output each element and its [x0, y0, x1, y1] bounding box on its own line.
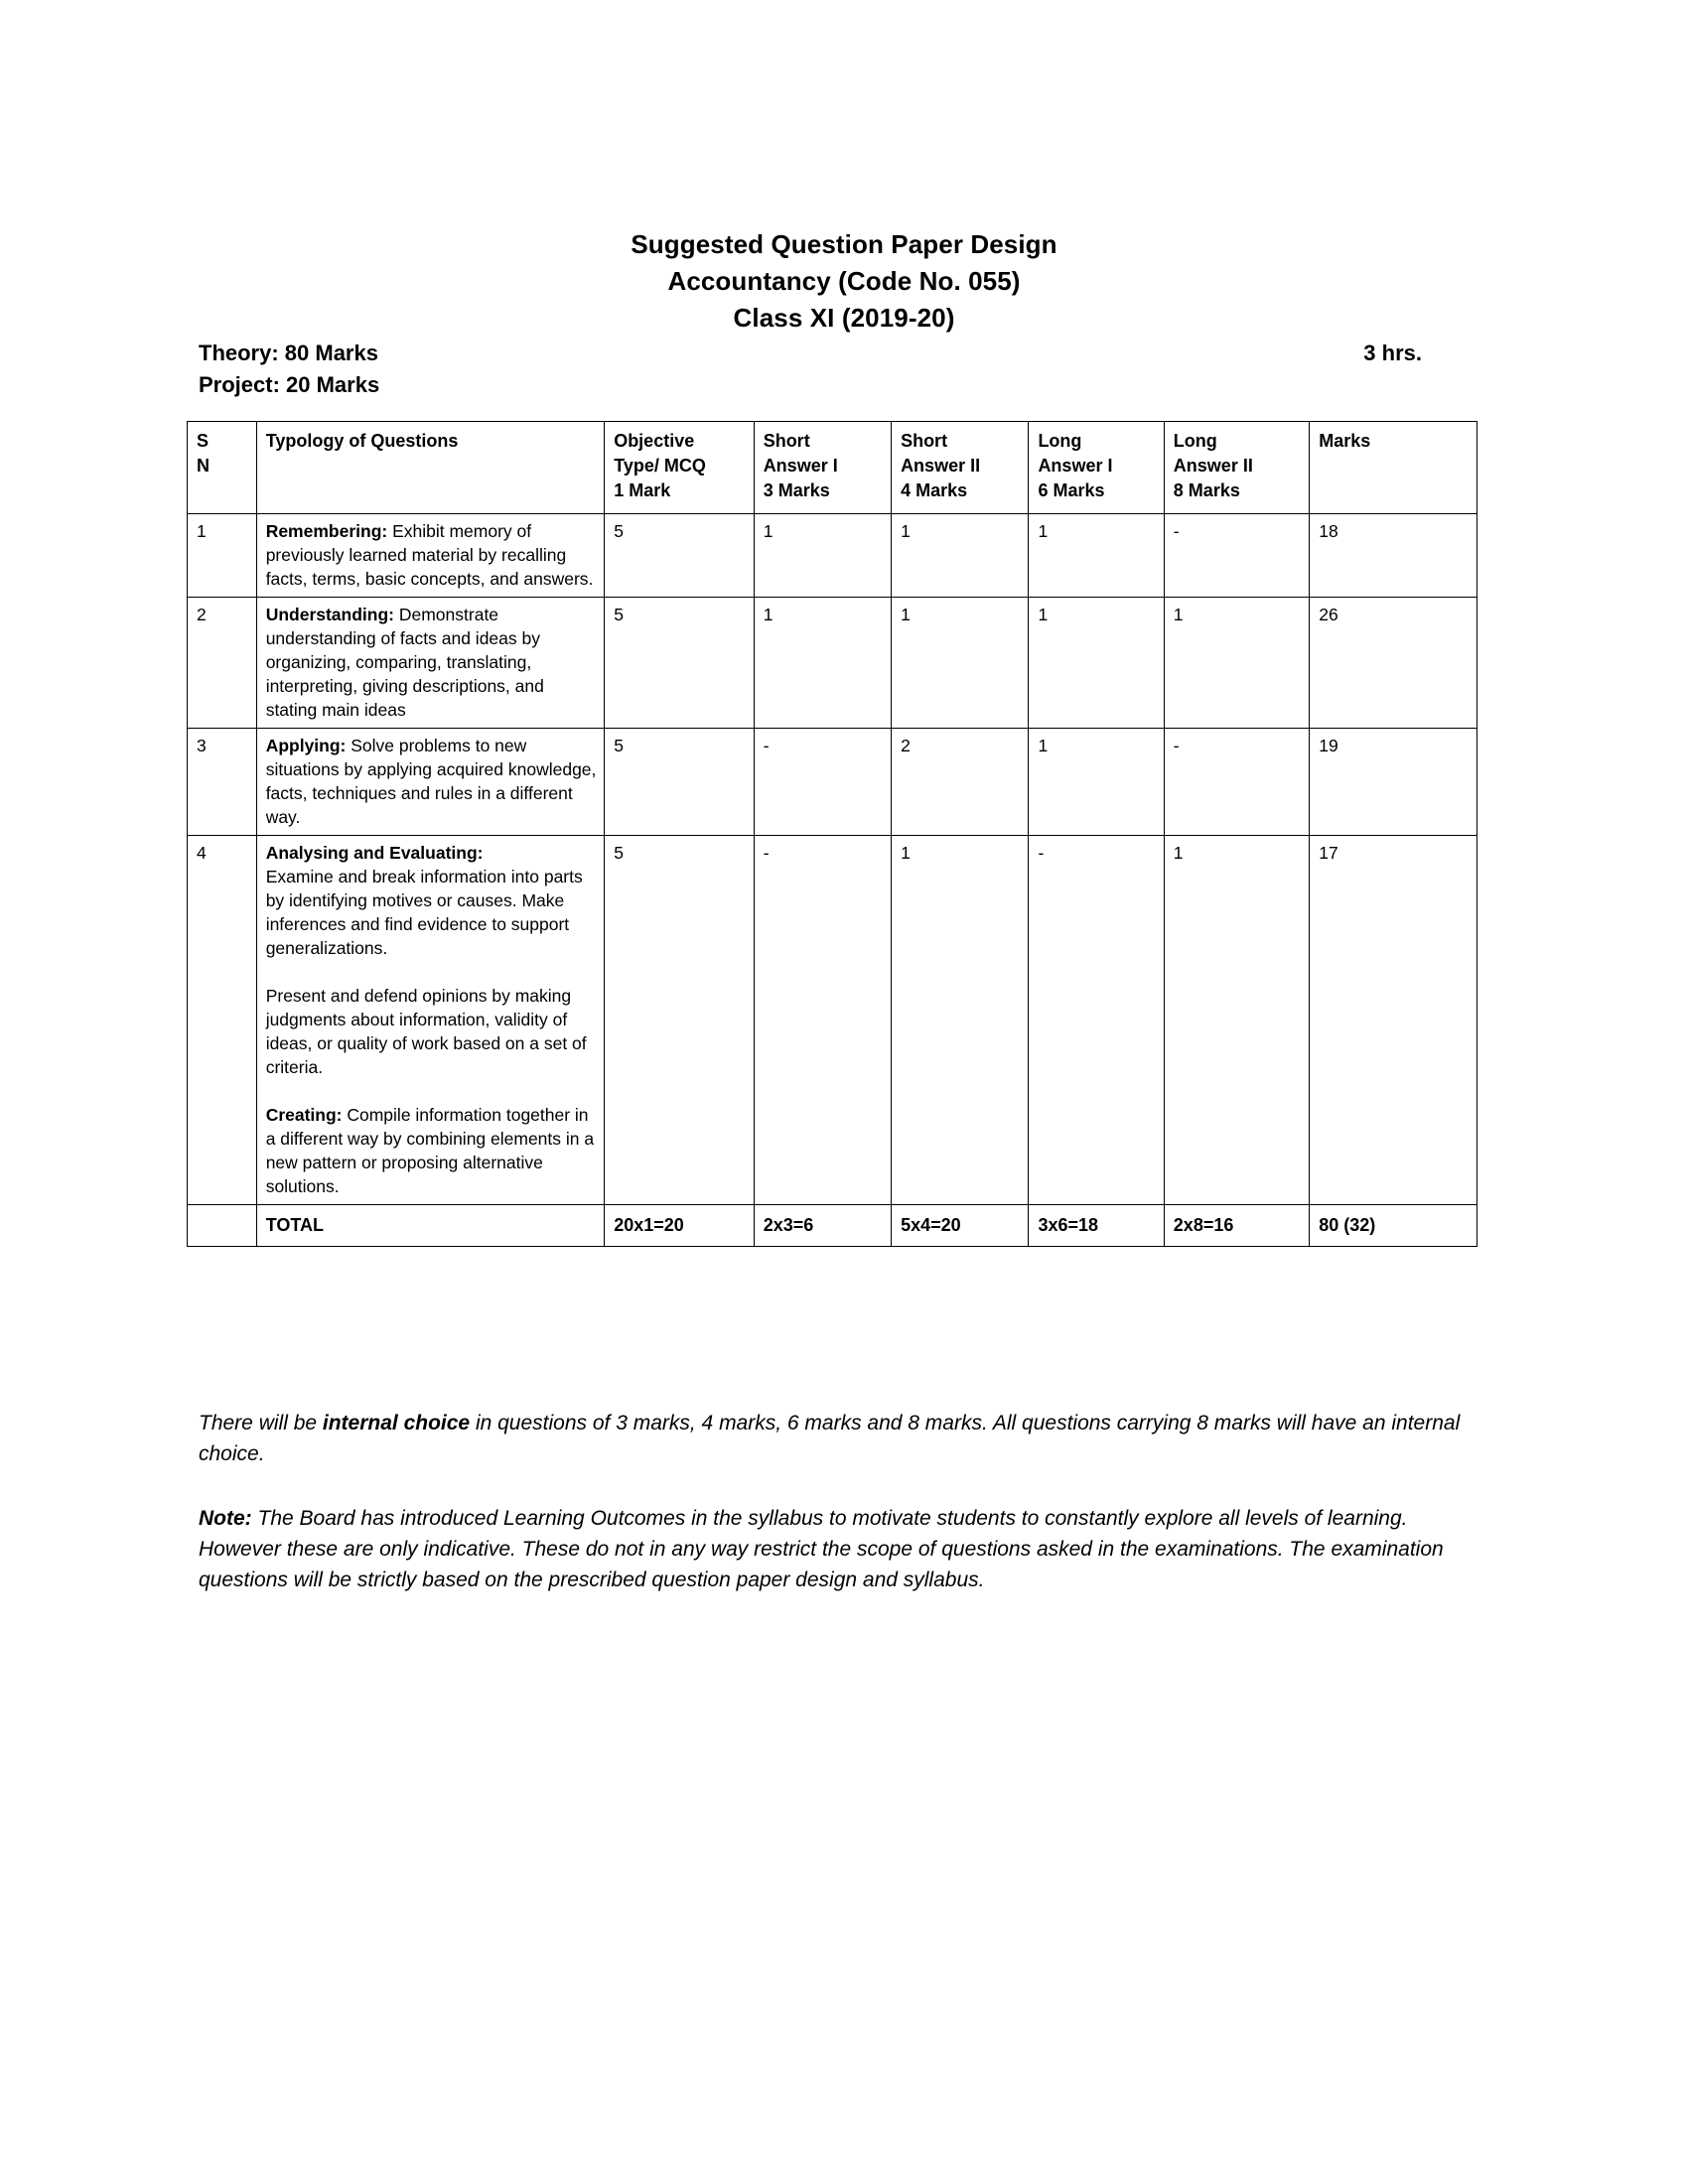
board-note: [199, 1503, 1489, 1595]
total-sn: [188, 1205, 257, 1247]
column-header-marks: Marks: [1310, 422, 1477, 514]
row-la1-count: -: [1029, 836, 1164, 1205]
sa1-line-1: Short: [763, 431, 810, 451]
title-line-3: Class XI (2019-20): [733, 303, 955, 333]
row-la2-count: -: [1164, 729, 1309, 836]
typology-text: Demonstrate understanding of facts and ideas by organizing, comparing, translating, interpreting, giving descriptions, and stating main ideas: [265, 605, 544, 720]
total-marks: 80 (32): [1310, 1205, 1477, 1247]
internal-choice-note-pre: There will be: [199, 1412, 323, 1434]
sn-header-line-2: N: [197, 456, 210, 476]
theory-marks: Theory: 80 Marks: [199, 341, 378, 365]
row-marks: 18: [1310, 514, 1477, 598]
row-sa2-count: 1: [892, 598, 1029, 729]
row-la2-count: -: [1164, 514, 1309, 598]
column-header-long-answer-2: [1164, 422, 1309, 514]
table-row: [188, 598, 1477, 729]
total-sa1: 2x3=6: [754, 1205, 891, 1247]
table-row: [188, 836, 1477, 1205]
row-la1-count: 1: [1029, 729, 1164, 836]
row-sa2-count: 2: [892, 729, 1029, 836]
row-typology: [256, 598, 605, 729]
table-row: [188, 514, 1477, 598]
row-marks: 17: [1310, 836, 1477, 1205]
typology-lead: Understanding:: [265, 605, 394, 624]
objective-line-1: Objective: [614, 431, 695, 451]
column-header-long-answer-1: [1029, 422, 1164, 514]
title-line-2: Accountancy (Code No. 055): [667, 266, 1021, 296]
row-marks: 26: [1310, 598, 1477, 729]
project-marks: Project: 20 Marks: [199, 372, 380, 397]
row-sn: 4: [188, 836, 257, 1205]
footer-notes: [199, 1408, 1489, 1629]
table-header: [188, 422, 1477, 514]
internal-choice-note-post: in questions of 3 marks, 4 marks, 6 marks and 8 marks. All questions carrying 8 marks will have an internal choice.: [199, 1412, 1461, 1465]
row-sa1-count: 1: [754, 514, 891, 598]
la1-line-1: Long: [1038, 431, 1082, 451]
typology-text: Exhibit memory of previously learned material by recalling facts, terms, basic concepts, and answers.: [265, 521, 594, 589]
table-header-row: [188, 422, 1477, 514]
row-objective-count: 5: [605, 729, 755, 836]
typology-lead: Remembering:: [265, 521, 388, 541]
column-header-sn: [188, 422, 257, 514]
typology-paragraph-2: [266, 984, 598, 1079]
table-row: [188, 729, 1477, 836]
typology-lead-creating: Creating:: [265, 1105, 343, 1125]
title-line-1: Suggested Question Paper Design: [631, 229, 1057, 259]
column-header-objective-mcq: [605, 422, 755, 514]
la1-line-2: Answer I: [1038, 456, 1113, 476]
typology-paragraph: [266, 603, 598, 722]
row-objective-count: 5: [605, 514, 755, 598]
typology-heading: Analysing and Evaluating:: [265, 843, 484, 863]
row-sn: 1: [188, 514, 257, 598]
exam-duration: 3 hrs.: [1363, 341, 1422, 365]
row-objective-count: 5: [605, 836, 755, 1205]
row-typology: [256, 729, 605, 836]
row-sa1-count: -: [754, 729, 891, 836]
row-la1-count: 1: [1029, 598, 1164, 729]
row-objective-count: 5: [605, 598, 755, 729]
row-sa1-count: -: [754, 836, 891, 1205]
sn-header-line-1: S: [197, 431, 210, 451]
sa1-line-2: Answer I: [763, 456, 838, 476]
sa2-line-2: Answer II: [901, 456, 981, 476]
typology-paragraph: [266, 519, 598, 591]
column-header-short-answer-1: [754, 422, 891, 514]
total-la2: 2x8=16: [1164, 1205, 1309, 1247]
la2-line-1: Long: [1173, 431, 1217, 451]
question-paper-design-table: [187, 421, 1477, 1247]
column-header-typology: Typology of Questions: [256, 422, 605, 514]
typology-text-1: Examine and break information into parts by identifying motives or causes. Make inferences and find evidence to support generalizations.: [265, 867, 583, 958]
table-total-row: [188, 1205, 1477, 1247]
sa1-line-3: 3 Marks: [763, 480, 830, 500]
la2-line-3: 8 Marks: [1173, 480, 1240, 500]
sa2-line-1: Short: [901, 431, 948, 451]
typology-text-3: Compile information together in a different way by combining elements in a new pattern or proposing alternative solutions.: [265, 1105, 595, 1196]
row-sa2-count: 1: [892, 514, 1029, 598]
internal-choice-emphasis: internal choice: [322, 1412, 471, 1434]
total-objective: 20x1=20: [605, 1205, 755, 1247]
typology-paragraph: [266, 734, 598, 829]
board-note-label: Note:: [199, 1507, 252, 1530]
typology-paragraph-3: [266, 1103, 598, 1198]
document-title-block: [0, 226, 1688, 337]
typology-paragraph-1: [266, 841, 598, 960]
row-sa1-count: 1: [754, 598, 891, 729]
typology-text-2: Present and defend opinions by making judgments about information, validity of ideas, or quality of work based on a set of criteria.: [265, 986, 587, 1077]
total-label: TOTAL: [256, 1205, 605, 1247]
typology-text: Solve problems to new situations by applying acquired knowledge, facts, techniques and rules in a different way.: [265, 736, 597, 827]
sa2-line-3: 4 Marks: [901, 480, 968, 500]
objective-line-3: 1 Mark: [614, 480, 671, 500]
total-la1: 3x6=18: [1029, 1205, 1164, 1247]
table-body: [188, 514, 1477, 1247]
la2-line-2: Answer II: [1173, 456, 1253, 476]
board-note-text: The Board has introduced Learning Outcomes in the syllabus to motivate students to constantly explore all levels of learning. However these are only indicative. These do not in any way restrict the scope of questions asked in the examinations. The examination questions will be strictly based on the prescribed question paper design and syllabus.: [199, 1507, 1444, 1591]
row-marks: 19: [1310, 729, 1477, 836]
total-sa2: 5x4=20: [892, 1205, 1029, 1247]
row-typology: [256, 836, 605, 1205]
row-sn: 3: [188, 729, 257, 836]
typology-lead: Applying:: [265, 736, 347, 755]
column-header-short-answer-2: [892, 422, 1029, 514]
row-sa2-count: 1: [892, 836, 1029, 1205]
marks-duration-meta: [199, 338, 1489, 401]
row-sn: 2: [188, 598, 257, 729]
row-typology: [256, 514, 605, 598]
marks-info: [199, 338, 379, 401]
objective-line-2: Type/ MCQ: [614, 456, 706, 476]
row-la2-count: 1: [1164, 598, 1309, 729]
row-la1-count: 1: [1029, 514, 1164, 598]
row-la2-count: 1: [1164, 836, 1309, 1205]
la1-line-3: 6 Marks: [1038, 480, 1105, 500]
internal-choice-note: [199, 1408, 1489, 1469]
